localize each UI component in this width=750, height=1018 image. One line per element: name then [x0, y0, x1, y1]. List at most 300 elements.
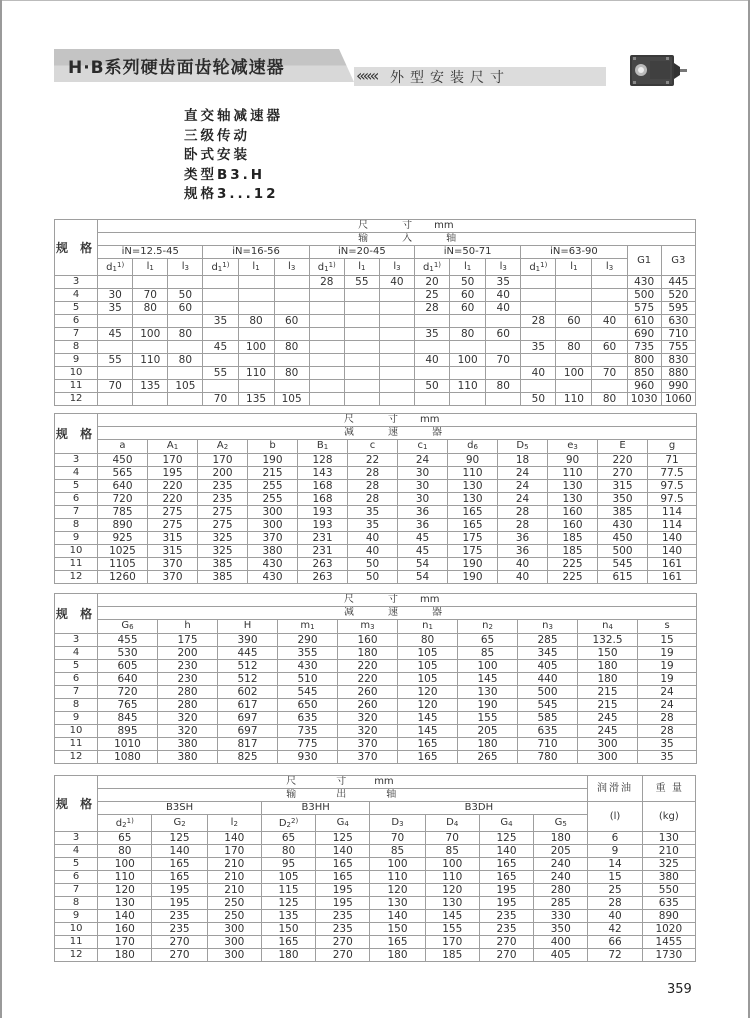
table-row	[55, 699, 697, 712]
value-cell	[379, 315, 414, 328]
value-cell: 24	[398, 454, 448, 467]
value-cell: 35	[414, 328, 449, 341]
col-header-g3: G3	[661, 246, 695, 276]
value-cell: 175	[448, 545, 498, 558]
value-cell: 90	[548, 454, 598, 467]
value-cell: 255	[248, 480, 298, 493]
value-cell	[98, 393, 133, 406]
value-cell: 230	[158, 673, 218, 686]
value-cell: 400	[534, 936, 588, 949]
value-cell: 215	[578, 699, 638, 712]
value-cell: 65	[458, 634, 518, 647]
value-cell: 97.5	[648, 493, 697, 506]
column-header-base: D	[278, 818, 287, 829]
column-header	[98, 620, 158, 634]
value-cell: 40	[486, 289, 521, 302]
value-cell	[274, 276, 309, 289]
value-cell: 30	[398, 493, 448, 506]
value-cell: 125	[261, 897, 315, 910]
value-cell: 35	[203, 315, 238, 328]
value-cell: 25	[588, 884, 642, 897]
value-cell: 550	[642, 884, 695, 897]
value-cell: 595	[661, 302, 695, 315]
group-label-b: 速	[388, 607, 398, 618]
value-cell: 545	[518, 699, 578, 712]
table-row	[55, 354, 696, 367]
column-header	[198, 440, 248, 454]
value-cell: 180	[458, 738, 518, 751]
value-cell: 405	[534, 949, 588, 962]
column-header	[316, 815, 370, 832]
value-cell: 105	[398, 673, 458, 686]
size-cell: 11	[55, 936, 98, 949]
value-cell: 830	[661, 354, 695, 367]
value-cell: 60	[274, 315, 309, 328]
value-cell: 168	[298, 480, 348, 493]
value-cell: 300	[207, 949, 261, 962]
value-cell: 193	[298, 506, 348, 519]
value-cell: 240	[534, 871, 588, 884]
value-cell: 215	[578, 686, 638, 699]
dim-label2: 寸	[336, 776, 347, 787]
unit-label: mm	[434, 220, 454, 231]
column-header-sub: 2	[181, 819, 186, 828]
size-cell: 11	[55, 738, 98, 751]
table-row	[55, 712, 697, 725]
value-cell: 430	[248, 571, 298, 584]
value-cell: 80	[486, 380, 521, 393]
table-row	[55, 936, 696, 949]
column-header	[638, 620, 697, 634]
column-header	[458, 620, 518, 634]
column-header-l3	[592, 259, 627, 276]
dimension-header	[98, 414, 697, 427]
value-cell: 450	[98, 454, 148, 467]
dim-label: 尺	[344, 414, 354, 425]
dim-label2: 寸	[402, 220, 413, 231]
value-cell	[309, 328, 344, 341]
value-cell: 430	[627, 276, 661, 289]
value-cell: 355	[278, 647, 338, 660]
size-header: 规 格	[55, 414, 98, 454]
column-header-sub: 1	[423, 443, 428, 451]
footnote-marker: 1)	[433, 261, 442, 269]
value-cell: 200	[198, 467, 248, 480]
value-cell: 190	[248, 454, 298, 467]
value-cell: 780	[518, 751, 578, 764]
column-header-base: m	[300, 620, 311, 631]
value-cell: 110	[556, 393, 592, 406]
value-cell: 55	[344, 276, 379, 289]
column-header-base: l	[230, 816, 234, 828]
value-cell: 135	[261, 910, 315, 923]
size-cell: 3	[55, 832, 98, 845]
value-cell: 230	[158, 660, 218, 673]
value-cell: 165	[448, 506, 498, 519]
value-cell: 60	[450, 302, 486, 315]
unit-label: mm	[420, 594, 440, 605]
value-cell: 6	[588, 832, 642, 845]
value-cell: 640	[98, 673, 158, 686]
value-cell: 55	[98, 354, 133, 367]
ratio-group: iN=20-45	[309, 246, 414, 259]
size-cell: 6	[55, 315, 98, 328]
value-cell	[168, 393, 203, 406]
column-header	[398, 620, 458, 634]
value-cell: 225	[548, 558, 598, 571]
value-cell: 210	[207, 871, 261, 884]
group-label-c: 器	[432, 427, 442, 438]
column-header-base: d	[317, 262, 325, 273]
column-header-sub: 3	[608, 263, 614, 272]
value-cell	[274, 380, 309, 393]
value-cell: 845	[98, 712, 158, 725]
value-cell: 545	[598, 558, 648, 571]
value-cell	[344, 315, 379, 328]
value-cell: 630	[661, 315, 695, 328]
value-cell: 1080	[98, 751, 158, 764]
column-header	[148, 440, 198, 454]
value-cell: 300	[207, 923, 261, 936]
value-cell: 635	[278, 712, 338, 725]
value-cell	[168, 315, 203, 328]
value-cell: 650	[278, 699, 338, 712]
value-cell: 19	[638, 673, 697, 686]
value-cell: 40	[379, 276, 414, 289]
value-cell: 180	[261, 949, 315, 962]
value-cell: 80	[238, 315, 274, 328]
value-cell: 66	[588, 936, 642, 949]
value-cell: 380	[158, 751, 218, 764]
value-cell	[344, 393, 379, 406]
oil-unit: (l)	[588, 802, 642, 832]
spec-line: 三级传动	[184, 127, 250, 144]
value-cell: 90	[448, 454, 498, 467]
column-header-base: n	[482, 620, 489, 631]
value-cell: 35	[98, 302, 133, 315]
value-cell: 40	[588, 910, 642, 923]
column-header-base: l	[464, 260, 467, 272]
table-row	[55, 871, 696, 884]
value-cell: 430	[598, 519, 648, 532]
value-cell: 260	[338, 699, 398, 712]
value-cell: 850	[627, 367, 661, 380]
value-cell: 290	[278, 634, 338, 647]
size-cell: 7	[55, 506, 98, 519]
column-header-sub: 1	[255, 263, 260, 272]
column-header	[578, 620, 638, 634]
value-cell: 40	[414, 354, 449, 367]
value-cell: 65	[261, 832, 315, 845]
value-cell	[379, 328, 414, 341]
value-cell: 19	[638, 647, 697, 660]
value-cell: 110	[133, 354, 168, 367]
value-cell: 55	[203, 367, 238, 380]
value-cell: 370	[338, 738, 398, 751]
value-cell: 70	[370, 832, 425, 845]
value-cell: 100	[238, 341, 274, 354]
column-header-base: d	[115, 818, 123, 829]
value-cell: 380	[642, 871, 695, 884]
group-header	[98, 233, 696, 246]
value-cell: 120	[425, 884, 479, 897]
value-cell: 180	[534, 832, 588, 845]
value-cell	[133, 276, 168, 289]
value-cell: 325	[198, 532, 248, 545]
value-cell: 70	[133, 289, 168, 302]
value-cell	[521, 289, 556, 302]
value-cell: 430	[278, 660, 338, 673]
value-cell: 160	[548, 506, 598, 519]
value-cell: 300	[578, 751, 638, 764]
column-header-sub: 1	[323, 443, 329, 451]
page-border-top	[0, 0, 750, 1]
column-header-l3	[379, 259, 414, 276]
value-cell	[379, 302, 414, 315]
column-header-sub: 1	[573, 263, 578, 272]
value-cell: 145	[425, 910, 479, 923]
dimension-header	[98, 220, 696, 233]
value-cell: 530	[98, 647, 158, 660]
value-cell: 1105	[98, 558, 148, 571]
value-cell: 895	[98, 725, 158, 738]
value-cell	[98, 315, 133, 328]
value-cell: 24	[638, 699, 697, 712]
value-cell	[238, 380, 274, 393]
value-cell: 245	[578, 725, 638, 738]
value-cell	[521, 302, 556, 315]
value-cell	[379, 393, 414, 406]
column-header-l1	[133, 259, 168, 276]
value-cell: 20	[414, 276, 449, 289]
chevrons-icon: «««	[356, 66, 377, 85]
column-header-base: n	[542, 620, 549, 631]
value-cell: 185	[548, 532, 598, 545]
value-cell: 1030	[627, 393, 661, 406]
column-header-base: D	[446, 816, 454, 828]
value-cell: 235	[479, 923, 533, 936]
group-label-c: 轴	[386, 789, 397, 800]
value-cell	[414, 315, 449, 328]
value-cell	[309, 393, 344, 406]
value-cell: 120	[398, 686, 458, 699]
value-cell: 440	[518, 673, 578, 686]
column-header	[479, 815, 533, 832]
table-row	[55, 845, 696, 858]
value-cell: 28	[309, 276, 344, 289]
column-header-base: n	[422, 620, 429, 631]
value-cell	[309, 302, 344, 315]
value-cell: 18	[498, 454, 548, 467]
value-cell: 50	[348, 571, 398, 584]
column-header-sub: 3	[396, 263, 401, 272]
value-cell: 350	[598, 493, 648, 506]
value-cell: 100	[458, 660, 518, 673]
column-header-sub: 4	[453, 819, 459, 828]
column-header-base: d	[423, 262, 430, 273]
header-subtitle: 外型安装尺寸	[390, 70, 510, 86]
value-cell: 180	[338, 647, 398, 660]
value-cell: 50	[348, 558, 398, 571]
value-cell: 97.5	[648, 480, 697, 493]
value-cell: 36	[498, 532, 548, 545]
column-header-sub: 6	[129, 623, 134, 631]
column-header-base: l	[393, 260, 397, 272]
footnote-marker: 1)	[116, 261, 125, 269]
column-header-sub: 3	[399, 819, 404, 828]
value-cell: 28	[498, 506, 548, 519]
value-cell: 785	[98, 506, 148, 519]
size-cell: 9	[55, 354, 98, 367]
column-header	[648, 440, 697, 454]
value-cell: 270	[152, 936, 207, 949]
value-cell: 28	[414, 302, 449, 315]
column-header-sub: 1	[173, 443, 179, 451]
value-cell: 263	[298, 571, 348, 584]
value-cell: 220	[338, 673, 398, 686]
value-cell: 450	[598, 532, 648, 545]
value-cell: 60	[168, 302, 203, 315]
column-header	[348, 440, 398, 454]
table-row	[55, 454, 697, 467]
table-row	[55, 949, 696, 962]
value-cell: 35	[348, 519, 398, 532]
column-header	[248, 440, 298, 454]
value-cell: 325	[642, 858, 695, 871]
column-header-sub: 1	[324, 265, 329, 273]
column-header-sub: 1	[429, 265, 434, 273]
value-cell: 315	[148, 532, 198, 545]
column-header	[98, 815, 152, 832]
column-header-base: l	[358, 260, 361, 272]
value-cell: 500	[627, 289, 661, 302]
value-cell: 220	[148, 480, 198, 493]
value-cell: 60	[556, 315, 592, 328]
size-cell: 4	[55, 845, 98, 858]
page-number: 359	[667, 982, 692, 997]
value-cell: 370	[338, 751, 398, 764]
value-cell: 195	[152, 897, 207, 910]
value-cell: 40	[592, 315, 627, 328]
value-cell: 315	[598, 480, 648, 493]
value-cell	[450, 341, 486, 354]
value-cell: 160	[98, 923, 152, 936]
column-header-d1	[309, 259, 344, 276]
size-cell: 6	[55, 493, 98, 506]
value-cell: 380	[158, 738, 218, 751]
value-cell: 300	[248, 519, 298, 532]
value-cell: 512	[218, 673, 278, 686]
value-cell: 165	[316, 871, 370, 884]
column-header-base: l	[605, 260, 609, 272]
size-cell: 7	[55, 884, 98, 897]
value-cell: 145	[398, 725, 458, 738]
value-cell: 140	[316, 845, 370, 858]
value-cell	[379, 367, 414, 380]
size-cell: 4	[55, 289, 98, 302]
value-cell: 80	[556, 341, 592, 354]
table-row	[55, 923, 696, 936]
value-cell: 300	[248, 506, 298, 519]
group-header	[98, 427, 697, 440]
size-header: 规 格	[55, 220, 98, 276]
value-cell: 205	[458, 725, 518, 738]
group-label-a: 输	[286, 789, 297, 800]
group-header	[98, 607, 697, 620]
table-row	[55, 725, 697, 738]
value-cell	[521, 354, 556, 367]
value-cell: 925	[98, 532, 148, 545]
size-cell: 7	[55, 328, 98, 341]
value-cell: 150	[370, 923, 425, 936]
value-cell	[592, 328, 627, 341]
column-header	[278, 620, 338, 634]
value-cell: 185	[548, 545, 598, 558]
column-header-l1	[450, 259, 486, 276]
value-cell: 185	[425, 949, 479, 962]
column-header-sub: 1	[149, 263, 154, 272]
value-cell: 520	[661, 289, 695, 302]
column-header	[218, 620, 278, 634]
value-cell	[486, 393, 521, 406]
value-cell: 155	[458, 712, 518, 725]
value-cell: 85	[425, 845, 479, 858]
size-cell: 10	[55, 725, 98, 738]
value-cell: 235	[152, 923, 207, 936]
value-cell: 370	[248, 532, 298, 545]
mount-group-b3sh: B3SH	[98, 802, 262, 815]
value-cell: 165	[479, 871, 533, 884]
column-header-base: c	[369, 440, 376, 451]
column-header-base: h	[184, 620, 191, 631]
value-cell: 70	[98, 380, 133, 393]
value-cell: 385	[598, 506, 648, 519]
value-cell: 130	[548, 480, 598, 493]
value-cell: 60	[450, 289, 486, 302]
value-cell: 161	[648, 558, 697, 571]
value-cell: 70	[203, 393, 238, 406]
column-header-sub: 2	[122, 821, 127, 829]
table-row	[55, 751, 697, 764]
oil-header: 润滑油	[588, 776, 642, 802]
value-cell: 165	[398, 738, 458, 751]
value-cell	[521, 276, 556, 289]
value-cell: 28	[498, 519, 548, 532]
value-cell	[168, 341, 203, 354]
mount-group-b3dh: B3DH	[370, 802, 588, 815]
value-cell: 130	[98, 897, 152, 910]
column-header-sub: 4	[508, 819, 513, 828]
value-cell	[133, 367, 168, 380]
value-cell: 635	[518, 725, 578, 738]
value-cell: 180	[370, 949, 425, 962]
value-cell	[98, 367, 133, 380]
value-cell: 50	[521, 393, 556, 406]
value-cell: 60	[592, 341, 627, 354]
value-cell	[556, 354, 592, 367]
size-cell: 10	[55, 923, 98, 936]
output-shaft-table	[54, 775, 696, 962]
column-header-sub: 3	[502, 263, 507, 272]
column-header-sub: 5	[562, 819, 567, 828]
value-cell: 193	[298, 519, 348, 532]
table-row	[55, 328, 696, 341]
spec-line: 规格3...12	[184, 186, 279, 202]
table-row	[55, 571, 697, 584]
value-cell: 300	[578, 738, 638, 751]
value-cell: 195	[479, 897, 533, 910]
value-cell	[450, 315, 486, 328]
